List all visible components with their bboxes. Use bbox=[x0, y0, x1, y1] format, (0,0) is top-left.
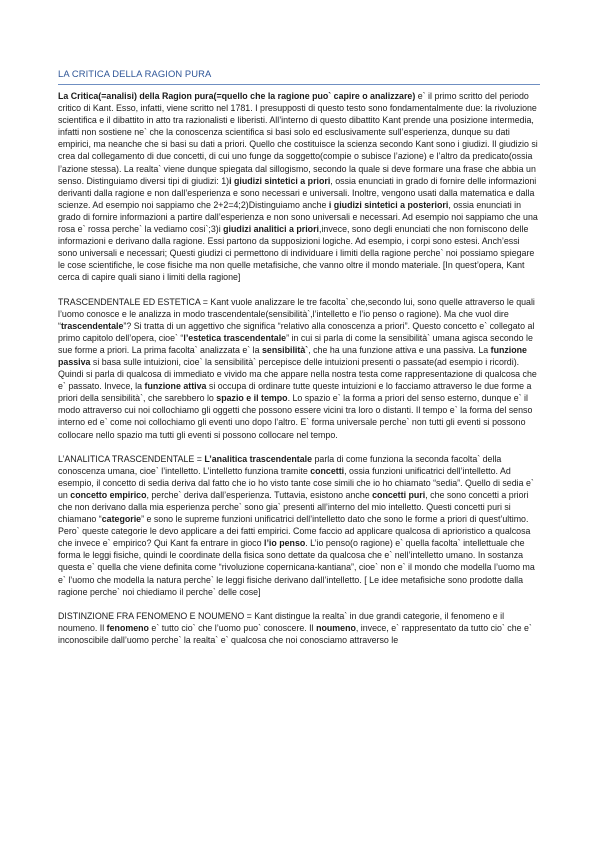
text-run: ”? Si tratta di un aggettivo che significa “relativo alla conoscenza a priori”. Questo concetto e` collegato al primo capitolo dell’opera, cioe` “ bbox=[58, 320, 535, 343]
text-run: TRASCENDENTALE ED ESTETICA = Kant vuole analizzare le tre facolta` che,secondo lui, sono quelle attraverso le quali l’uomo conosce e le analizza in modo trascendentale(sensibilità`,l’intelletto e l’io penso o ragione). Ma che vuol dire “ bbox=[58, 296, 535, 331]
bold-text: fenomeno bbox=[106, 622, 149, 633]
bold-text: trascendentale bbox=[60, 320, 124, 331]
bold-text: sensibilità` bbox=[262, 344, 309, 355]
bold-text: L’analitica trascendentale bbox=[204, 453, 313, 464]
paragraph bbox=[58, 90, 540, 284]
paragraph bbox=[58, 453, 540, 598]
text-run: , ossia funzioni unificatrici dell’intelletto. Ad esempio, il concetto di sedia deriva dal fatto che io ho visto tante cose simili che io ho chiamato “sedia”. Quello di sedia e` un bbox=[58, 465, 534, 500]
bold-text: funzione passiva bbox=[58, 344, 527, 367]
text-run: DISTINZIONE FRA FENOMENO E NOUMENO = Kant distingue la realta` in due grandi categorie, il fenomeno e il noumeno. Il bbox=[58, 610, 505, 633]
text-run: L’ANALITICA TRASCENDENTALE = bbox=[58, 453, 205, 464]
bold-text: spazio e il tempo bbox=[216, 393, 288, 404]
document-page bbox=[58, 68, 540, 658]
bold-text: l’estetica trascendentale bbox=[183, 332, 287, 343]
bold-text: categorie bbox=[101, 514, 142, 525]
text-run: ” in cui si parla di come la sensibilità` umana agisca secondo le sue forme a priori. La prima facolta` analizzata e` la bbox=[58, 332, 533, 355]
text-run: , perche` deriva dall’esperienza. Tuttavia, esistono anche bbox=[146, 489, 373, 500]
text-run: , che sono concetti a priori che non derivano dalla mia esperienza perche` sono gia` presenti all’interno del mio intelletto. Questi concetti puri si chiamano “ bbox=[58, 489, 529, 525]
bold-text: funzione attiva bbox=[144, 381, 207, 392]
text-run: e` il primo scritto del periodo critico di Kant. Esso, infatti, viene scritto nel 1781. I presupposti di questo testo sono fondamentalmente due: la rivoluzione scientifica e il dibattito in atto tra razionalisti e liberisti. All’interno di questo dibattito Kant prende una posizione intermedia, infatti non sostiene ne` che la conoscenza scientifica si basi solo ed esclusivamente sull’esperienza, dunque su dati empirici, ma neanche che si basi su dati a priori. Quello che costituisce la scienza secondo Kant sono i giudizi. Il giudizio si crea dal collegamento di due concetti, di cui uno funge da soggetto(compie o subisce l’azione) e l’altro da predicato(ossia l’azione stessa). La realta` viene dunque spiegata dal sillogismo, secondo la quale si deve formare una frase che abbia un senso. Distinguiamo diversi tipi di giudizi: 1) bbox=[58, 91, 538, 186]
text-run: , ossia enunciati in grado di fornire delle informazioni derivanti dalla ragione e non dall’esperienza e sono necessari e universali. Inoltre, vengono usati dalla matematica e dalla scienze. Ad esempio noi sappiamo che 2+2=4;2)Distinguiamo anche bbox=[58, 175, 537, 210]
text-run: , invece, e` rappresentato da tutto cio` che e` inconoscibile dall’uomo perche` la realta` e` qualcosa che noi conosciamo attraverso le bbox=[58, 622, 532, 645]
bold-text: i giudizi sintetici a posteriori bbox=[328, 199, 449, 210]
text-run: si basa sulle intuizioni, cioe` la sensibilità` percepisce delle intuizioni presenti o passate(ad esempio i ricordi). Quindi si parla di qualcosa di immediato e vivido ma che appare nella nostra testa come rappresentazione di qualcosa che e` passato. Invece, la bbox=[58, 356, 537, 392]
text-run: , che ha una funzione attiva e una passiva. La bbox=[308, 344, 491, 355]
bold-text: l’io penso bbox=[263, 538, 306, 549]
paragraph bbox=[58, 610, 540, 646]
bold-text: concetti puri bbox=[372, 489, 426, 500]
text-run: si occupa di ordinare tutte queste intuizioni e lo facciamo attraverso le due forme a priori della sensibilità`, che sarebbero lo bbox=[58, 381, 532, 404]
bold-text: i giudizi sintetici a priori bbox=[229, 175, 331, 186]
text-run: ,invece, sono degli enunciati che non forniscono delle informazioni e derivano dalla ragione. Essi partono da supposizioni logiche. Ad esempio, i corpi sono estesi. Anch’essi sono universali e necessari; Questi giudizi ci permettono di individuare i limiti della ragione perche` noi possiamo spiegare le cose scientifiche, le cose fisiche ma non quelle metafisiche, che vanno oltre il mondo materiale. [In quest’opera, Kant cerca di capire quali siano i limiti della ragione] bbox=[58, 224, 535, 283]
text-run: . L’io penso(o ragione) e` quella facolta` intellettuale che forma le leggi fisiche, quindi le coordinate della fisica sono dettate da qualcosa che e` nell’intelletto umano. In sostanza questa e` quella che viene definita come “rivoluzione copernicana-kantiana”, cioe` non e` il mondo che modella l’uomo ma e` l’uomo che modella la natura perche` le leggi fisiche derivano dall’intelletto. [ Le idee metafisiche sono prodotte dalla ragione perche` noi chiediamo il perche` delle cose] bbox=[58, 538, 535, 597]
paragraph bbox=[58, 296, 540, 441]
bold-text: concetto empirico bbox=[70, 489, 147, 500]
document-title: LA CRITICA DELLA RAGION PURA bbox=[58, 68, 540, 85]
text-run: . Lo spazio e` la forma a priori del senso esterno, dunque e` il modo attraverso cui noi collochiamo gli oggetti che possono essere vicini tra loro o distanti. Il tempo e` la forma del senso interno ed e` come noi collochiamo gli eventi uno dopo l’altro. E` forma universale perche` non tutti gli eventi si possono collocare nello spazio ma tutti gli eventi si possono collocare nel tempo. bbox=[58, 393, 533, 440]
bold-text: concetti bbox=[310, 465, 345, 476]
bold-text: noumeno bbox=[316, 622, 356, 633]
bold-text: giudizi analitici a priori bbox=[223, 224, 319, 235]
bold-text: La Critica(=analisi) della Ragion pura(=quello che la ragione puo` capire o analizzare) bbox=[58, 91, 416, 101]
text-run: e` tutto cio` che l’uomo puo` conoscere. Il bbox=[148, 622, 317, 633]
text-run: ” e sono le supreme funzioni unificatrici dell’intelletto dato che sono le forme a priori di quest’ultimo. Pero` queste categorie le devo applicare a dei fatti empirici. Come faccio ad applicare qualcosa di aprioristico a qualcosa che invece e` empirico? Qui Kant fa entrare in gioco bbox=[58, 514, 531, 549]
text-run: parla di come funziona la seconda facolta` della conoscenza umana, cioe` l’intelletto. L’intelletto funziona tramite bbox=[58, 453, 502, 476]
document-body bbox=[58, 90, 540, 646]
text-run: , ossia enunciati in grado di fornire informazioni a partire dall’esperienza e non sono universali e necessari. Ad esempio noi sappiamo che una rosa e` rossa perche` la vediamo cosi`;3)i bbox=[58, 199, 538, 235]
